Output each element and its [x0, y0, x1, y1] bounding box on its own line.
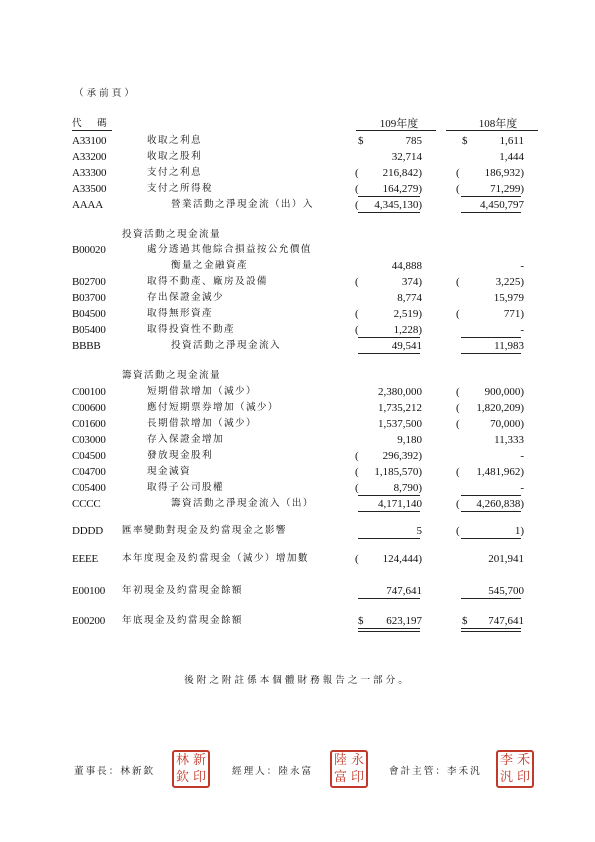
row-109-underline [358, 495, 420, 496]
row-108-open-paren: ( [456, 466, 460, 478]
row-109-amount: 747,641 [386, 585, 422, 597]
row-description: 投資活動之現金流量 [122, 229, 221, 240]
row-109-amount: 296,392) [382, 450, 422, 462]
row-code: CCCC [72, 498, 101, 510]
year-108-underline [446, 130, 538, 131]
row-109-amount: 216,842) [382, 167, 422, 179]
row-109-amount: 1,537,500 [378, 418, 422, 430]
row-108-underline [461, 598, 521, 599]
year-108-header: 108年度 [478, 118, 518, 130]
row-109-underline [358, 538, 420, 539]
row-code: A33200 [72, 151, 107, 163]
row-108-amount: - [520, 324, 524, 336]
row-109-underline [358, 598, 420, 599]
row-code: AAAA [72, 199, 103, 211]
continued-label: （承前頁） [74, 88, 137, 99]
row-109-amount: 1,185,570) [374, 466, 422, 478]
row-109-amount: 374) [401, 276, 422, 288]
row-108-underline [461, 353, 521, 354]
row-108-underline [461, 511, 521, 512]
row-description: 收取之股利 [147, 151, 202, 162]
chairman-signature-label: 董事長：林新欽 [74, 766, 156, 777]
row-109-currency-symbol: $ [358, 615, 364, 627]
row-109-amount: 4,345,130) [374, 199, 422, 211]
row-description: 存入保證金增加 [147, 434, 224, 445]
row-109-open-paren: ( [355, 482, 359, 494]
row-code: A33100 [72, 135, 107, 147]
row-109-open-paren: ( [355, 324, 359, 336]
row-description: 處分透過其他綜合損益按公允價值 [147, 244, 312, 255]
row-108-open-paren: ( [456, 183, 460, 195]
row-description: 本年度現金及約當現金（減少）增加數 [122, 553, 309, 564]
footnote: 後附之附註係本個體財務報告之一部分。 [184, 675, 411, 686]
row-109-open-paren: ( [355, 276, 359, 288]
row-108-amount: 1) [514, 525, 524, 537]
row-108-currency-symbol: $ [462, 135, 468, 147]
row-108-open-paren: ( [456, 402, 460, 414]
row-108-open-paren: ( [456, 418, 460, 430]
row-108-amount: 11,983 [494, 340, 524, 352]
row-108-amount: 71,299) [490, 183, 524, 195]
row-108-underline [461, 538, 521, 539]
row-108-amount: 201,941 [488, 553, 524, 565]
row-109-open-paren: ( [355, 183, 359, 195]
row-code: C00100 [72, 386, 106, 398]
row-109-underline [358, 511, 420, 512]
row-description: 取得無形資產 [147, 308, 213, 319]
row-109-amount: 1,735,212 [378, 402, 422, 414]
row-code: C00600 [72, 402, 106, 414]
row-109-open-paren: ( [355, 553, 359, 565]
row-109-amount: 32,714 [391, 151, 422, 163]
row-code: C04700 [72, 466, 106, 478]
row-109-underline [358, 196, 420, 197]
row-109-amount: 4,171,140 [378, 498, 422, 510]
row-108-open-paren: ( [456, 386, 460, 398]
row-108-amount: 1,444 [499, 151, 524, 163]
row-code: E00100 [72, 585, 106, 597]
row-description: 匯率變動對現金及約當現金之影響 [122, 525, 287, 536]
row-108-underline [461, 337, 521, 338]
row-108-open-paren: ( [456, 498, 460, 510]
row-108-amount: 4,450,797 [480, 199, 524, 211]
row-description: 年初現金及約當現金餘額 [122, 585, 243, 596]
row-description: 發放現金股利 [147, 450, 213, 461]
row-description: 現金減資 [147, 466, 191, 477]
row-code: C04500 [72, 450, 106, 462]
row-description: 取得不動產、廠房及設備 [147, 276, 268, 287]
row-code: C01600 [72, 418, 106, 430]
year-109-underline [356, 130, 436, 131]
row-108-open-paren: ( [456, 167, 460, 179]
row-108-amount: 747,641 [488, 615, 524, 627]
row-code: BBBB [72, 340, 101, 352]
row-108-amount: 1,820,209) [476, 402, 524, 414]
row-109-amount: 2,519) [393, 308, 422, 320]
row-description: 年底現金及約當現金餘額 [122, 615, 243, 626]
row-108-amount: 3,225) [495, 276, 524, 288]
row-109-amount: 44,888 [391, 260, 422, 272]
year-109-header: 109年度 [379, 118, 419, 130]
row-108-amount: - [520, 450, 524, 462]
chairman-seal: 林 新 欽 印 [172, 750, 210, 788]
row-109-amount: 1,228) [393, 324, 422, 336]
row-109-open-paren: ( [355, 199, 359, 211]
row-109-amount: 8,790) [393, 482, 422, 494]
row-109-open-paren: ( [355, 167, 359, 179]
row-description: 應付短期票券增加（減少） [147, 402, 279, 413]
row-108-amount: 11,333 [494, 434, 524, 446]
row-description: 投資活動之淨現金流入 [171, 340, 281, 351]
row-code: A33500 [72, 183, 107, 195]
row-code: C05400 [72, 482, 106, 494]
row-108-underline [461, 212, 521, 213]
row-code: B03700 [72, 292, 106, 304]
row-108-amount: - [520, 260, 524, 272]
row-code: B02700 [72, 276, 106, 288]
row-description: 衡量之金融資產 [171, 260, 248, 271]
row-description: 存出保證金減少 [147, 292, 224, 303]
row-description: 長期借款增加（減少） [147, 418, 257, 429]
row-108-amount: 900,000) [484, 386, 524, 398]
manager-seal: 陸 永 富 印 [330, 750, 368, 788]
row-code: A33300 [72, 167, 107, 179]
row-code: B04500 [72, 308, 106, 320]
row-108-underline [461, 495, 521, 496]
row-108-currency-symbol: $ [462, 615, 468, 627]
row-109-currency-symbol: $ [358, 135, 364, 147]
row-description: 營業活動之淨現金流（出）入 [171, 199, 314, 210]
manager-signature-label: 經理人：陸永富 [232, 766, 314, 777]
row-description: 籌資活動之淨現金流入（出） [171, 498, 314, 509]
row-108-amount: 1,611 [499, 135, 524, 147]
row-109-open-paren: ( [355, 466, 359, 478]
row-code: C03000 [72, 434, 106, 446]
row-description: 籌資活動之現金流量 [122, 370, 221, 381]
code-header-underline [72, 130, 112, 131]
code-column-header: 代 碼 [72, 118, 110, 129]
row-description: 取得投資性不動產 [147, 324, 235, 335]
row-109-amount: 623,197 [386, 615, 422, 627]
row-108-amount: 545,700 [488, 585, 524, 597]
row-108-amount: - [520, 482, 524, 494]
row-109-amount: 164,279) [382, 183, 422, 195]
row-109-amount: 8,774 [397, 292, 422, 304]
row-108-amount: 186,932) [484, 167, 524, 179]
row-code: B05400 [72, 324, 106, 336]
row-description: 收取之利息 [147, 135, 202, 146]
row-109-underline [358, 212, 420, 213]
row-109-amount: 2,380,000 [378, 386, 422, 398]
row-108-amount: 771) [503, 308, 524, 320]
row-code: B00020 [72, 244, 106, 256]
row-108-amount: 1,481,962) [476, 466, 524, 478]
row-109-underline [358, 337, 420, 338]
row-108-amount: 15,979 [493, 292, 524, 304]
row-109-amount: 124,444) [382, 553, 422, 565]
row-code: E00200 [72, 615, 106, 627]
row-109-amount: 49,541 [391, 340, 422, 352]
row-109-amount: 9,180 [397, 434, 422, 446]
row-description: 支付之利息 [147, 167, 202, 178]
row-108-amount: 4,260,838) [476, 498, 524, 510]
row-description: 取得子公司股權 [147, 482, 224, 493]
row-108-underline [461, 196, 521, 197]
row-109-amount: 5 [416, 525, 422, 537]
accountant-seal: 李 禾 汎 印 [496, 750, 534, 788]
accountant-signature-label: 會計主管：李禾汎 [389, 766, 482, 777]
row-description: 支付之所得稅 [147, 183, 213, 194]
row-code: DDDD [72, 525, 103, 537]
row-code: EEEE [72, 553, 99, 565]
row-108-open-paren: ( [456, 276, 460, 288]
row-109-underline [358, 628, 420, 632]
row-108-open-paren: ( [456, 308, 460, 320]
row-109-open-paren: ( [355, 308, 359, 320]
row-description: 短期借款增加（減少） [147, 386, 257, 397]
row-109-open-paren: ( [355, 450, 359, 462]
row-109-amount: 785 [405, 135, 422, 147]
row-108-amount: 70,000) [490, 418, 524, 430]
row-109-underline [358, 353, 420, 354]
row-108-underline [461, 628, 521, 632]
row-108-open-paren: ( [456, 525, 460, 537]
